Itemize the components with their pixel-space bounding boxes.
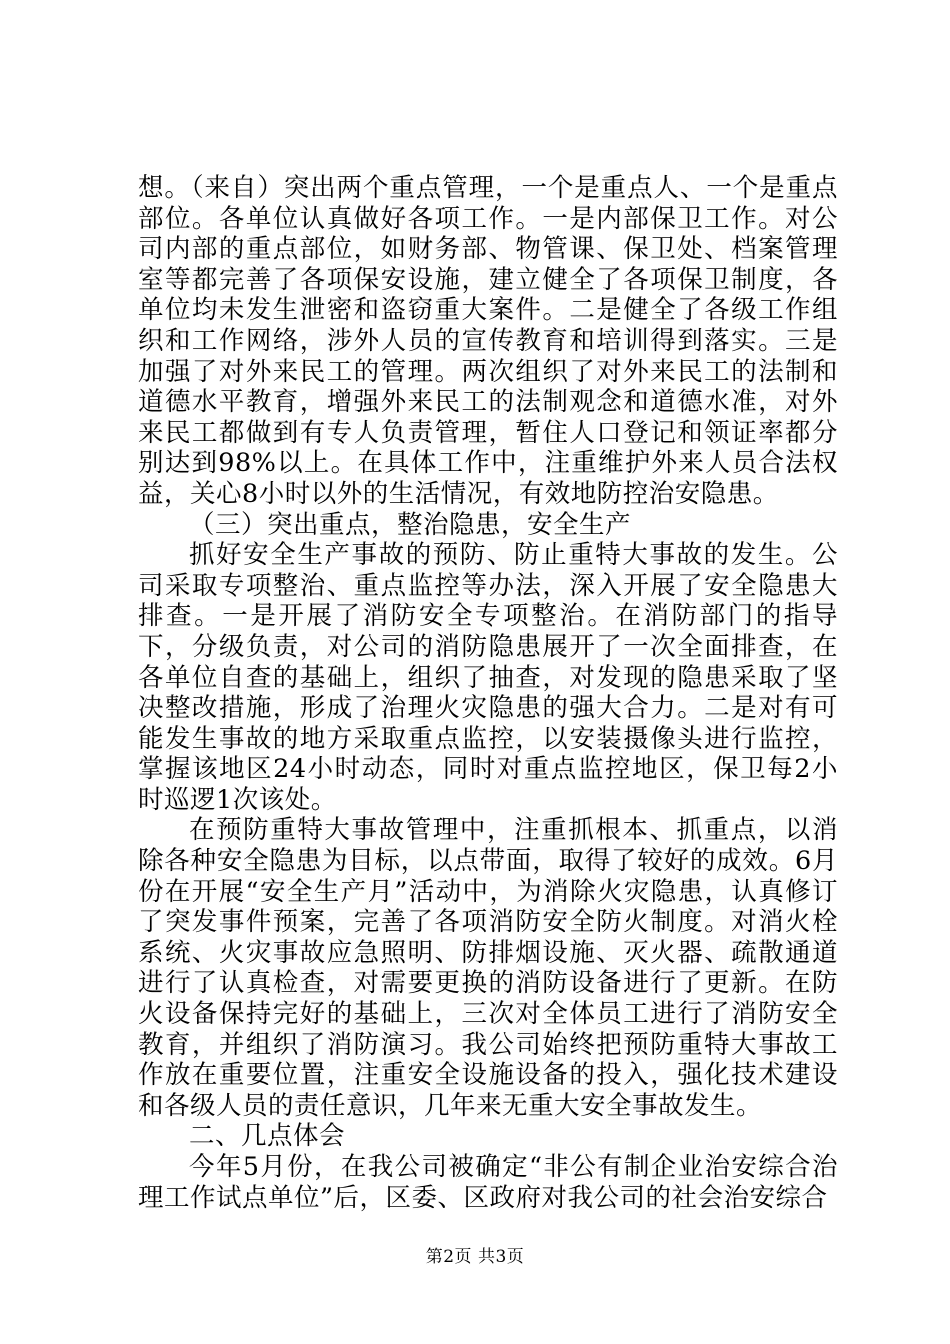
paragraph-3: 在预防重特大事故管理中，注重抓根本、抓重点，以消除各种安全隐患为目标，以点带面，取得了较好的成效。6月份在开展“安全生产月”活动中，为消除火灾隐患，认真修订了突发事件预案，完善了各项消防安全防火制度。对消火栓系统、火灾事故应急照明、防排烟设施、灭火器、疏散通道进行了认真检查，对需要更换的消防设备进行了更新。在防火设备保持完好的基础上，三次对全体员工进行了消防安全教育，并组织了消防演习。我公司始终把预防重特大事故工作放在重要位置，注重安全设施设备的投入，强化技术建设和各级人员的责任意识，几年来无重大安全事故发生。: [138, 815, 838, 1121]
paragraph-2: 抓好安全生产事故的预防、防止重特大事故的发生。公司采取专项整治、重点监控等办法，深入开展了安全隐患大排查。一是开展了消防安全专项整治。在消防部门的指导下，分级负责，对公司的消防隐患展开了一次全面排查，在各单位自查的基础上，组织了抽查，对发现的隐患采取了坚决整改措施，形成了治理火灾隐患的强大合力。二是对有可能发生事故的地方采取重点监控，以安装摄像头进行监控，掌握该地区24小时动态，同时对重点监控地区，保卫每2小时巡逻1次该处。: [138, 540, 838, 815]
paragraph-1: 想。（来自）突出两个重点管理，一个是重点人、一个是重点部位。各单位认真做好各项工作。一是内部保卫工作。对公司内部的重点部位，如财务部、物管课、保卫处、档案管理室等都完善了各项保安设施，建立健全了各项保卫制度，各单位均未发生泄密和盗窃重大案件。二是健全了各级工作组织和工作网络，涉外人员的宣传教育和培训得到落实。三是加强了对外来民工的管理。两次组织了对外来民工的法制和道德水平教育，增强外来民工的法制观念和道德水准，对外来民工都做到有专人负责管理，暂住人口登记和领证率都分别达到98%以上。在具体工作中，注重维护外来人员合法权益，关心8小时以外的生活情况，有效地防控治安隐患。: [138, 173, 838, 509]
paragraph-4: 今年5月份，在我公司被确定“非公有制企业治安综合治理工作试点单位”后，区委、区政府对我公司的社会治安综合: [138, 1152, 838, 1213]
document-body: [138, 173, 838, 1213]
section-heading-3: （三）突出重点，整治隐患，安全生产: [189, 509, 632, 540]
page-footer: 第2页 共3页: [425, 1247, 525, 1267]
section-heading-experience: 二、几点体会: [189, 1121, 346, 1152]
